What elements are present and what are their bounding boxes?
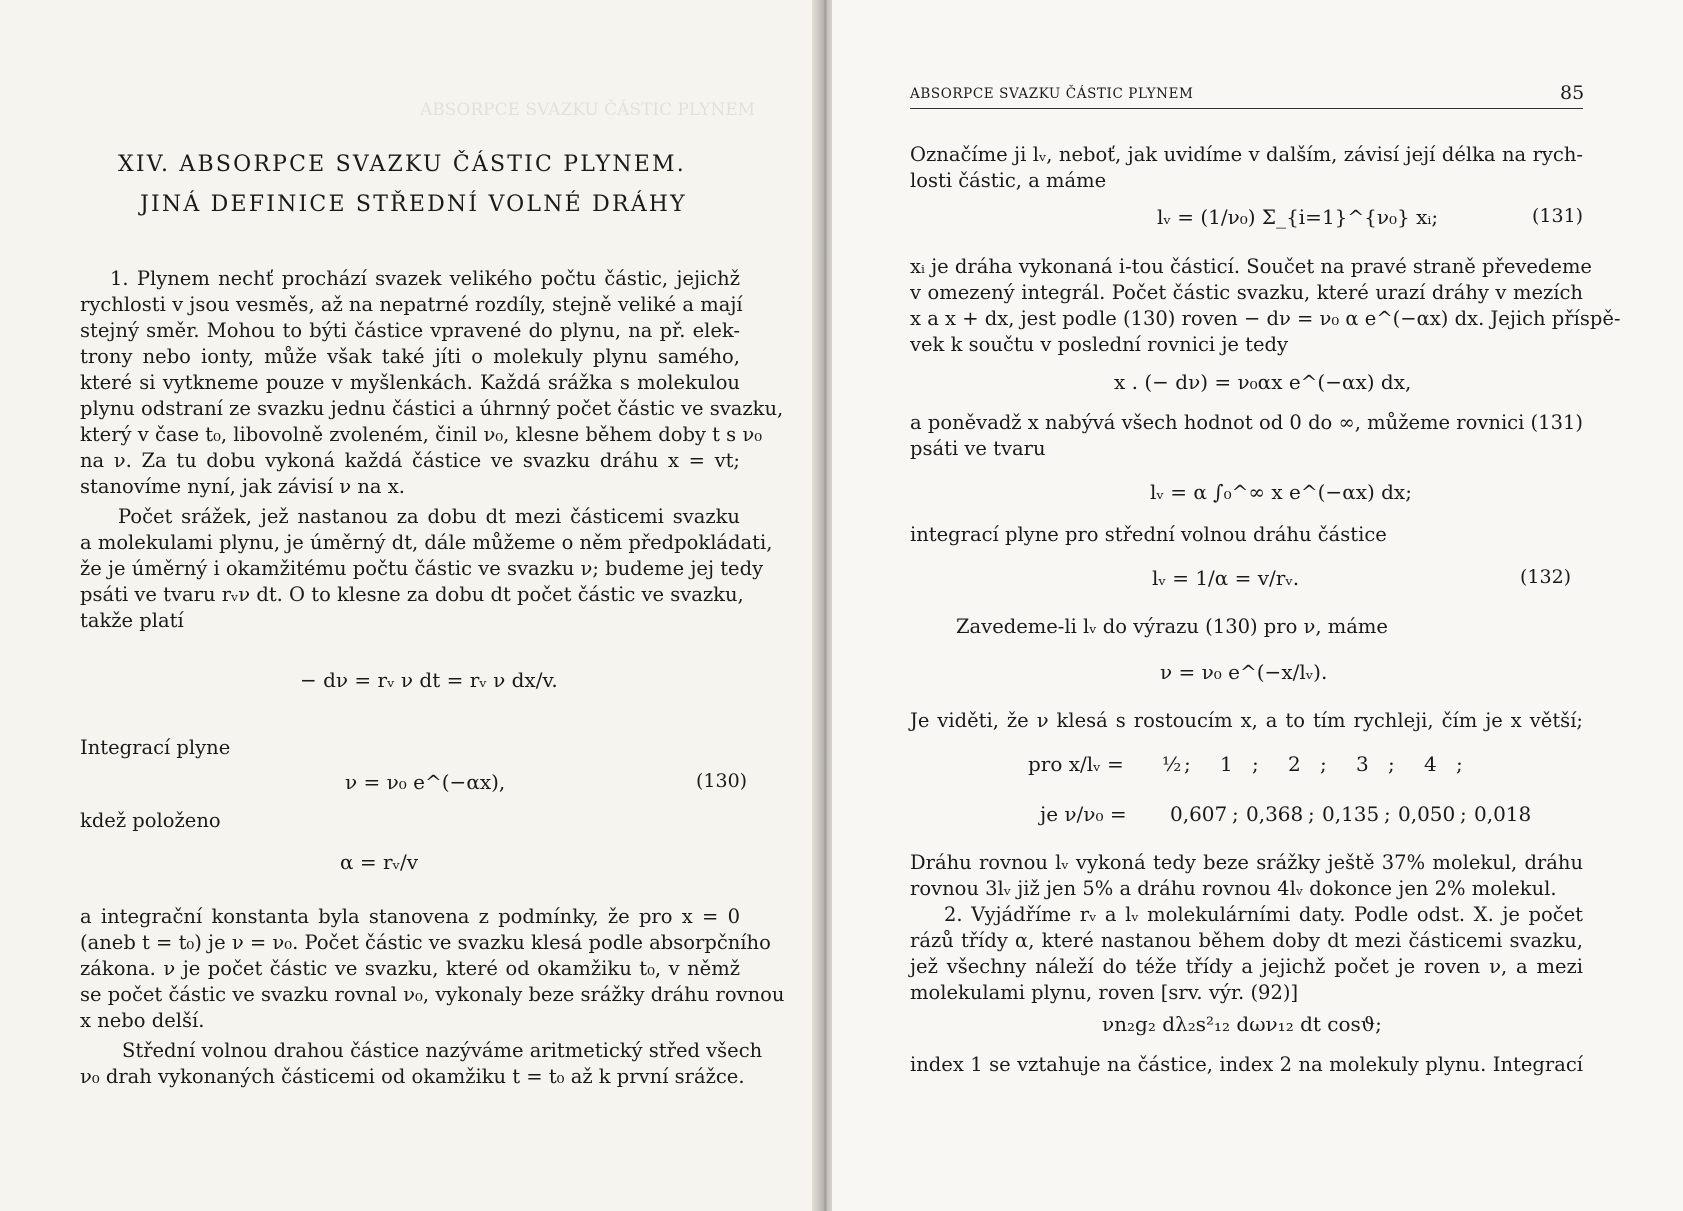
equation-130: ν = ν₀ e^(−αx), (345, 770, 506, 794)
table-je-value: 0,050 (1398, 802, 1456, 826)
text-line: na ν. Za tu dobu vykoná každá částice ve svazku dráhu x = vt; (80, 449, 740, 472)
table-separator: ; (1308, 802, 1315, 826)
table-je-value: 0,018 (1474, 802, 1532, 826)
text-line: takže platí (80, 609, 184, 632)
table-separator: ; (1320, 752, 1327, 776)
text-line: a poněvadž x nabývá všech hodnot od 0 do ∞, můžeme rovnici (131) (910, 411, 1583, 434)
table-je-value: 0,368 (1246, 802, 1304, 826)
text-line: (aneb t = t₀) je ν = ν₀. Počet částic ve svazku klesá podle absorpčního (80, 931, 771, 954)
text-line: jež všechny náleží do téže třídy a jejichž počet je roven ν, a mezi (910, 955, 1583, 978)
table-separator: ; (1388, 752, 1395, 776)
table-pro-label: pro x/lᵥ = (1028, 752, 1124, 776)
text-line: Počet srážek, jež nastanou za dobu dt mezi částicemi svazku (118, 505, 740, 528)
table-separator: ; (1384, 802, 1391, 826)
text-line: že je úměrný i okamžitému počtu částic ve svazku ν; budeme jej tedy (80, 557, 764, 580)
table-separator: ; (1232, 802, 1239, 826)
table-separator: ; (1460, 802, 1467, 826)
table-separator: ; (1252, 752, 1259, 776)
text-line: a integrační konstanta byla stanovena z podmínky, že pro x = 0 (80, 905, 740, 928)
text-line: Integrací plyne (80, 736, 231, 759)
equation-differential: − dν = rᵥ ν dt = rᵥ ν dx/v. (300, 668, 558, 692)
text-line: Dráhu rovnou lᵥ vykoná tedy beze srážky ještě 37% molekul, dráhu (910, 851, 1583, 874)
table-pro-value: ½ (1162, 752, 1182, 776)
chapter-title-line1: XIV. ABSORPCE SVAZKU ČÁSTIC PLYNEM. (118, 152, 686, 177)
table-pro-value: 1 (1220, 752, 1233, 776)
text-line: stejný směr. Mohou to býti částice vpravené do plynu, na př. elek- (80, 319, 740, 342)
text-line: kdež položeno (80, 809, 221, 832)
equation-number: (130) (696, 770, 748, 792)
text-line: který v čase t₀, libovolně zvoleném, činil ν₀, klesne během doby t s ν₀ (80, 423, 763, 446)
equation-132: lᵥ = 1/α = v/rᵥ. (1152, 566, 1300, 590)
running-head: ABSORPCE SVAZKU ČÁSTIC PLYNEM (910, 86, 1194, 102)
table-pro-value: 4 (1424, 752, 1437, 776)
text-line: které si vytkneme pouze v myšlenkách. Každá srážka s molekulou (80, 371, 740, 394)
equation-contribution: x . (− dν) = ν₀αx e^(−αx) dx, (1114, 370, 1412, 394)
table-je-label: je ν/ν₀ = (1040, 802, 1127, 826)
table-pro-value: 3 (1356, 752, 1369, 776)
text-line: a molekulami plynu, je úměrný dt, dále můžeme o něm předpokládati, (80, 531, 773, 554)
equation-number: (132) (1520, 566, 1572, 588)
text-line: losti částic, a máme (910, 169, 1107, 192)
text-line: Zavedeme-li lᵥ do výrazu (130) pro ν, máme (956, 615, 1388, 638)
chapter-title-line2: JINÁ DEFINICE STŘEDNÍ VOLNÉ DRÁHY (140, 192, 687, 217)
text-line: x nebo delší. (80, 1009, 205, 1032)
text-line: psáti ve tvaru (910, 437, 1046, 460)
text-line: se počet částic ve svazku rovnal ν₀, vykonaly beze srážky dráhu rovnou (80, 983, 785, 1006)
text-line: trony nebo ionty, může však také jíti o molekuly plynu samého, (80, 345, 740, 368)
text-line: index 1 se vztahuje na částice, index 2 na molekuly plynu. Integrací (910, 1053, 1583, 1076)
table-je-value: 0,607 (1170, 802, 1228, 826)
text-line: v omezený integrál. Počet částic svazku, které urazí dráhy v mezích (910, 281, 1583, 304)
text-line: ν₀ drah vykonaných částicemi od okamžiku t = t₀ až k první srážce. (80, 1065, 745, 1088)
right-page (832, 0, 1683, 1211)
table-separator: ; (1456, 752, 1463, 776)
table-separator: ; (1184, 752, 1191, 776)
text-line: rázů třídy α, které nastanou během doby dt mezi částicemi svazku, (910, 929, 1583, 952)
text-line: Střední volnou drahou částice nazýváme aritmetický střed všech (122, 1039, 763, 1062)
text-line: integrací plyne pro střední volnou dráhu částice (910, 523, 1387, 546)
text-line: 2. Vyjádříme rᵥ a lᵥ molekulárními daty. Podle odst. X. je počet (944, 903, 1583, 926)
text-line: xᵢ je dráha vykonaná i-tou částicí. Součet na pravé straně převedeme (910, 255, 1592, 278)
left-page (0, 0, 820, 1211)
text-line: vek k součtu v poslední rovnici je tedy (910, 333, 1288, 356)
text-line: plynu odstraní ze svazku jednu částici a úhrnný počet částic ve svazku, (80, 397, 784, 420)
text-line: 1. Plynem nechť prochází svazek velikého počtu částic, jejichž (110, 267, 740, 290)
equation-collisions: νn₂g₂ dλ₂s²₁₂ dων₁₂ dt cosϑ; (1102, 1012, 1382, 1036)
text-line: Označíme ji lᵥ, neboť, jak uvidíme v dalším, závisí její délka na rych- (910, 143, 1583, 166)
text-line: stanovíme nyní, jak závisí ν na x. (80, 475, 405, 498)
equation-number: (131) (1532, 205, 1584, 227)
text-line: Je viděti, že ν klesá s rostoucím x, a to tím rychleji, čím je x větší; (910, 709, 1583, 732)
text-line: molekulami plynu, roven [srv. výr. (92)] (910, 981, 1299, 1004)
header-rule (910, 108, 1583, 109)
table-pro-value: 2 (1288, 752, 1301, 776)
equation-131: lᵥ = (1/ν₀) Σ_{i=1}^{ν₀} xᵢ; (1157, 205, 1439, 229)
text-line: rovnou 3lᵥ již jen 5% a dráhu rovnou 4lᵥ dokonce jen 2% molekul. (910, 877, 1557, 900)
show-through-text: ABSORPCE SVAZKU ČÁSTIC PLYNEM (420, 100, 756, 120)
equation-integral: lᵥ = α ∫₀^∞ x e^(−αx) dx; (1150, 480, 1412, 504)
table-je-value: 0,135 (1322, 802, 1380, 826)
page-number: 85 (1560, 82, 1585, 104)
text-line: rychlosti v jsou vesměs, až na nepatrné rozdíly, stejně veliké a mají (80, 293, 743, 316)
text-line: zákona. ν je počet částic ve svazku, které od okamžiku t₀, v němž (80, 957, 740, 980)
text-line: x a x + dx, jest podle (130) roven − dν = ν₀ α e^(−αx) dx. Jejich příspě- (910, 307, 1621, 330)
text-line: psáti ve tvaru rᵥν dt. O to klesne za dobu dt počet částic ve svazku, (80, 583, 744, 606)
equation-alpha: α = rᵥ/v (340, 850, 419, 874)
equation-nu: ν = ν₀ e^(−x/lᵥ). (1160, 660, 1328, 684)
